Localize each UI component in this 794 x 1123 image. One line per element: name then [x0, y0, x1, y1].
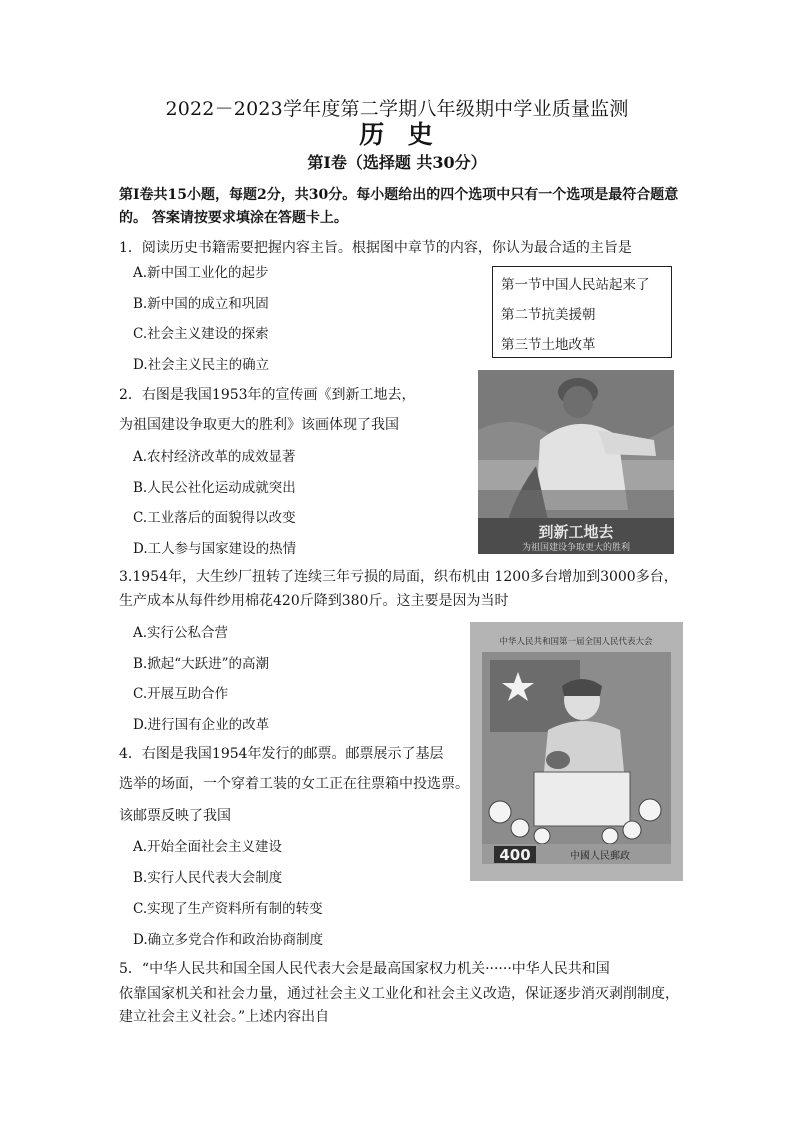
chapter-box: [492, 266, 672, 358]
stamp-value: 400: [499, 846, 531, 864]
chapter-2: 第二节抗美援朝: [501, 307, 596, 323]
question-3-option-c: C.开展互助合作: [133, 686, 229, 702]
chapter-3: 第三节土地改革: [501, 337, 596, 353]
section-title: 第Ⅰ卷（选择题 共30分）: [307, 153, 487, 172]
question-1-stem: 1．阅读历史书籍需要把握内容主旨。根据图中章节的内容，你认为最合适的主旨是: [119, 240, 632, 256]
question-5-stem-line-3: 建立社会主义社会。”上述内容出自: [119, 1009, 330, 1025]
poster-caption: 到新工地去: [538, 523, 614, 541]
question-1-option-a: A.新中国工业化的起步: [133, 265, 269, 281]
question-2-stem-line-2: 为祖国建设争取更大的胜利》该画体现了我国: [119, 417, 399, 433]
question-3-stem-line-1: 3.1954年，大生纱厂扭转了连续三年亏损的局面，织布机由 1200多台增加到3000多台，: [119, 569, 678, 585]
question-4-stem-line-2: 选举的场面，一个穿着工装的女工正在往票箱中投选票。: [119, 776, 469, 792]
question-3-stem-line-2: 生产成本从每件纱用棉花420斤降到380斤。这主要是因为当时: [119, 593, 509, 609]
subject-title: 历 史: [359, 120, 435, 149]
propaganda-poster-image: [478, 370, 674, 554]
chapter-1: 第一节中国人民站起来了: [501, 277, 650, 293]
question-4-option-b: B.实行人民代表大会制度: [133, 870, 283, 886]
question-1-option-d: D.社会主义民主的确立: [133, 357, 270, 373]
question-4-option-c: C.实现了生产资料所有制的转变: [133, 901, 323, 917]
question-4-option-d: D.确立多党合作和政治协商制度: [133, 932, 324, 948]
question-2-option-d: D.工人参与国家建设的热情: [133, 541, 297, 557]
question-5-stem-line-2: 依靠国家机关和社会力量，通过社会主义工业化和社会主义改造，保证逐步消灭剥削制度，: [119, 986, 679, 1002]
question-2-option-b: B.人民公社化运动成就突出: [133, 480, 296, 496]
stamp-top-text: 中华人民共和国第一届全国人民代表大会: [499, 637, 653, 647]
question-4-stem-line-1: 4．右图是我国1954年发行的邮票。邮票展示了基层: [119, 746, 444, 762]
poster-subcaption: 为祖国建设争取更大的胜利: [521, 543, 631, 553]
question-3-option-d: D.进行国有企业的改革: [133, 717, 270, 733]
question-1-option-b: B.新中国的成立和巩固: [133, 296, 269, 312]
question-4-option-a: A.开始全面社会主义建设: [133, 839, 283, 855]
question-2-option-a: A.农村经济改革的成效显著: [133, 449, 296, 465]
question-5-stem-line-1: 5．“中华人民共和国全国人民代表大会是最高国家权力机关······中华人民共和国: [119, 961, 610, 977]
stamp-image: [470, 622, 683, 881]
question-3-option-a: A.实行公私合营: [133, 625, 229, 641]
exam-title: 2022－2023学年度第二学期八年级期中学业质量监测: [165, 98, 629, 120]
instructions-line-2: 的。 答案请按要求填涂在答题卡上。: [119, 210, 348, 226]
instructions-line-1: 第Ⅰ卷共15小题，每题2分，共30分。每小题给出的四个选项中只有一个选项是最符合题意: [119, 187, 679, 203]
question-2-stem-line-1: 2．右图是我国1953年的宣传画《到新工地去，: [119, 387, 416, 403]
stamp-country: 中國人民郵政: [570, 851, 630, 862]
question-1-option-c: C.社会主义建设的探索: [133, 326, 269, 342]
question-4-stem-line-3: 该邮票反映了我国: [119, 808, 231, 824]
question-3-option-b: B.掀起“大跃进”的高潮: [133, 656, 270, 672]
question-2-option-c: C.工业落后的面貌得以改变: [133, 510, 296, 526]
